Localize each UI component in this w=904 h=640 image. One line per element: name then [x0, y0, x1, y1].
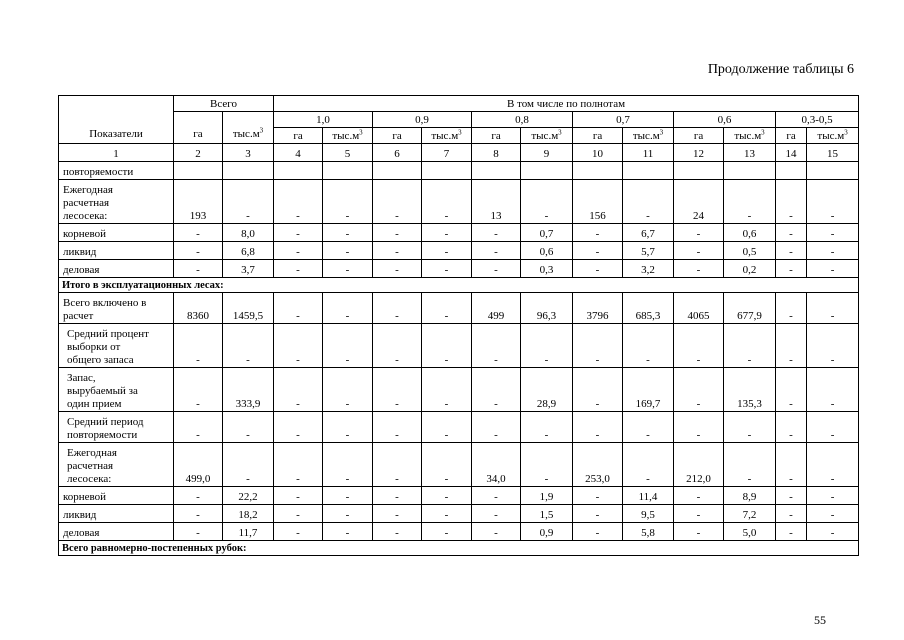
row-label: [59, 293, 174, 324]
table-cell: -: [422, 487, 472, 505]
table-cell: 7,2: [724, 505, 776, 523]
table-cell: [674, 162, 724, 180]
table-cell: 3,2: [623, 260, 674, 278]
column-number: 9: [521, 144, 573, 162]
table-caption: Продолжение таблицы 6: [707, 62, 854, 77]
row-label: [59, 260, 174, 278]
row-label-line: расчет: [63, 310, 94, 322]
row-label-line: лесосека:: [67, 473, 112, 485]
table-cell: 135,3: [724, 368, 776, 412]
header-unit-m3: $тыс.м^3$: [623, 128, 674, 144]
header-unit-m3: $тыс.м^3$: [422, 128, 472, 144]
table-cell: -: [174, 260, 223, 278]
table-cell: -: [724, 180, 776, 224]
table-cell: -: [323, 487, 373, 505]
row-label: [59, 523, 174, 541]
table-cell: 253,0: [573, 443, 623, 487]
table-cell: -: [174, 523, 223, 541]
data-table: [58, 95, 859, 556]
table-cell: -: [274, 324, 323, 368]
table-cell: -: [223, 180, 274, 224]
table-cell: 9,5: [623, 505, 674, 523]
row-label-line: Ежегодная: [67, 447, 117, 459]
table-cell: -: [573, 487, 623, 505]
table-row: [59, 224, 859, 242]
table-cell: -: [807, 487, 859, 505]
table-cell: -: [674, 505, 724, 523]
table-cell: -: [422, 523, 472, 541]
column-number: 15: [807, 144, 859, 162]
table-cell: -: [323, 412, 373, 443]
table-row: [59, 180, 859, 224]
table-cell: 5,7: [623, 242, 674, 260]
column-number: 10: [573, 144, 623, 162]
table-cell: -: [573, 523, 623, 541]
table-cell: -: [807, 368, 859, 412]
row-label-line: Всего включено в: [63, 297, 147, 309]
table-row: [59, 260, 859, 278]
header-total-m3: $тыс.м^3$: [223, 112, 274, 144]
table-cell: -: [724, 412, 776, 443]
table-cell: -: [674, 368, 724, 412]
table-cell: -: [521, 324, 573, 368]
table-cell: -: [674, 412, 724, 443]
row-label-line: расчетная: [67, 460, 114, 472]
header-unit-ha: га: [573, 128, 623, 144]
table-cell: 6,8: [223, 242, 274, 260]
table-cell: -: [674, 324, 724, 368]
table-row: [59, 293, 859, 324]
table-cell: 333,9: [223, 368, 274, 412]
table-cell: [174, 162, 223, 180]
table-cell: -: [807, 260, 859, 278]
table-cell: -: [776, 368, 807, 412]
table-row: [59, 368, 859, 412]
table-cell: -: [623, 443, 674, 487]
table-cell: 677,9: [724, 293, 776, 324]
table-cell: -: [274, 242, 323, 260]
table-row: [59, 162, 859, 180]
table-cell: -: [373, 505, 422, 523]
table-cell: -: [521, 180, 573, 224]
header-unit-ha: га: [776, 128, 807, 144]
table-cell: [422, 162, 472, 180]
table-cell: -: [776, 293, 807, 324]
table-cell: -: [174, 505, 223, 523]
column-number: 1: [59, 144, 174, 162]
table-cell: [724, 162, 776, 180]
table-cell: 5,8: [623, 523, 674, 541]
header-density-4: 0,7: [573, 112, 674, 128]
table-cell: -: [807, 242, 859, 260]
table-cell: -: [274, 487, 323, 505]
table-cell: [521, 162, 573, 180]
table-cell: -: [472, 412, 521, 443]
section-title: Итого в эксплуатационных лесах:: [59, 278, 859, 293]
table-cell: 3,7: [223, 260, 274, 278]
table-cell: 1459,5: [223, 293, 274, 324]
table-row: [59, 443, 859, 487]
table-cell: -: [223, 412, 274, 443]
header-unit-ha: га: [274, 128, 323, 144]
header-unit-ha: га: [373, 128, 422, 144]
header-density-2: 0,9: [373, 112, 472, 128]
row-label-line: выборки от: [67, 341, 121, 353]
row-label-line: повторяемости: [67, 429, 138, 441]
table-cell: -: [472, 260, 521, 278]
table-cell: -: [573, 505, 623, 523]
table-cell: 499,0: [174, 443, 223, 487]
row-label-line: вырубаемый за: [67, 385, 138, 397]
row-label: [59, 242, 174, 260]
table-cell: [573, 162, 623, 180]
table-cell: 8360: [174, 293, 223, 324]
header-row-2: [59, 112, 859, 128]
table-cell: -: [573, 324, 623, 368]
header-unit-m3: $тыс.м^3$: [724, 128, 776, 144]
table-cell: 34,0: [472, 443, 521, 487]
row-label-line: Средний период: [67, 416, 144, 428]
table-cell: 685,3: [623, 293, 674, 324]
table-cell: 156: [573, 180, 623, 224]
header-density-1: 1,0: [274, 112, 373, 128]
table-cell: -: [223, 443, 274, 487]
table-cell: -: [323, 443, 373, 487]
table-cell: -: [573, 260, 623, 278]
header-unit-m3: $тыс.м^3$: [521, 128, 573, 144]
header-total-ha: га: [174, 112, 223, 144]
table-cell: -: [422, 224, 472, 242]
table-cell: -: [274, 443, 323, 487]
column-number: 7: [422, 144, 472, 162]
table-cell: -: [274, 412, 323, 443]
table-cell: -: [724, 324, 776, 368]
column-number: 2: [174, 144, 223, 162]
table-cell: -: [776, 412, 807, 443]
table-cell: -: [573, 412, 623, 443]
row-label: [59, 487, 174, 505]
table-cell: 11,7: [223, 523, 274, 541]
table-cell: 0,6: [521, 242, 573, 260]
column-number: 11: [623, 144, 674, 162]
table-cell: -: [776, 324, 807, 368]
table-cell: -: [776, 505, 807, 523]
table-cell: -: [807, 505, 859, 523]
row-label: [59, 368, 174, 412]
table-cell: -: [422, 505, 472, 523]
table-cell: 18,2: [223, 505, 274, 523]
section-title: Всего равномерно-постепенных рубок:: [59, 541, 859, 556]
table-cell: 193: [174, 180, 223, 224]
row-label: [59, 412, 174, 443]
column-number: 14: [776, 144, 807, 162]
table-cell: 24: [674, 180, 724, 224]
table-cell: [776, 162, 807, 180]
table-cell: 5,0: [724, 523, 776, 541]
table-cell: -: [521, 412, 573, 443]
row-label-line: корневой: [63, 228, 107, 240]
column-number: 6: [373, 144, 422, 162]
table-cell: -: [323, 242, 373, 260]
table-cell: -: [623, 324, 674, 368]
header-density-5: 0,6: [674, 112, 776, 128]
header-unit-m3: $тыс.м^3$: [323, 128, 373, 144]
header-density-3: 0,8: [472, 112, 573, 128]
column-numbers-row: [59, 144, 859, 162]
header-density-6: 0,3-0,5: [776, 112, 859, 128]
table-cell: -: [274, 368, 323, 412]
table-cell: 212,0: [674, 443, 724, 487]
table-cell: -: [623, 412, 674, 443]
table-cell: 499: [472, 293, 521, 324]
table-cell: -: [776, 180, 807, 224]
table-cell: -: [323, 505, 373, 523]
table-cell: -: [776, 487, 807, 505]
table-row: [59, 523, 859, 541]
table-cell: -: [807, 443, 859, 487]
table-cell: -: [373, 443, 422, 487]
table-cell: -: [422, 368, 472, 412]
row-label: [59, 324, 174, 368]
table-cell: 96,3: [521, 293, 573, 324]
table-cell: -: [373, 487, 422, 505]
table-cell: -: [573, 242, 623, 260]
row-label-line: повторяемости: [63, 166, 134, 178]
table-cell: -: [373, 180, 422, 224]
table-cell: -: [274, 260, 323, 278]
table-cell: -: [323, 180, 373, 224]
row-label-line: деловая: [63, 264, 100, 276]
row-label-line: корневой: [63, 491, 107, 503]
table-cell: -: [724, 443, 776, 487]
table-cell: 22,2: [223, 487, 274, 505]
column-number: 13: [724, 144, 776, 162]
table-cell: -: [323, 224, 373, 242]
table-cell: -: [174, 324, 223, 368]
row-label-line: расчетная: [63, 197, 110, 209]
table-cell: -: [174, 224, 223, 242]
table-cell: -: [373, 224, 422, 242]
table-cell: 6,7: [623, 224, 674, 242]
row-label-line: общего запаса: [67, 354, 134, 366]
section-row: [59, 541, 859, 556]
table-cell: -: [274, 180, 323, 224]
table-cell: 3796: [573, 293, 623, 324]
table-cell: -: [323, 260, 373, 278]
column-number: 4: [274, 144, 323, 162]
table-cell: [323, 162, 373, 180]
table-cell: 13: [472, 180, 521, 224]
row-label-line: один прием: [67, 398, 122, 410]
table-cell: -: [422, 412, 472, 443]
table-cell: -: [807, 224, 859, 242]
row-label: [59, 224, 174, 242]
table-cell: 169,7: [623, 368, 674, 412]
table-row: [59, 505, 859, 523]
table-cell: -: [174, 242, 223, 260]
table-cell: 0,5: [724, 242, 776, 260]
table-cell: 1,5: [521, 505, 573, 523]
table-cell: -: [274, 224, 323, 242]
table-cell: -: [422, 293, 472, 324]
table-cell: -: [373, 324, 422, 368]
table-cell: 0,3: [521, 260, 573, 278]
table-cell: -: [674, 242, 724, 260]
table-cell: -: [373, 368, 422, 412]
page-number: 55: [814, 613, 826, 627]
table-cell: -: [807, 523, 859, 541]
table-cell: -: [776, 523, 807, 541]
table-cell: -: [573, 368, 623, 412]
table-cell: -: [373, 242, 422, 260]
table-cell: -: [674, 224, 724, 242]
table-cell: -: [422, 242, 472, 260]
header-total: Всего: [174, 96, 274, 112]
table-cell: -: [807, 412, 859, 443]
table-cell: -: [776, 443, 807, 487]
table-cell: -: [776, 260, 807, 278]
table-cell: -: [323, 368, 373, 412]
table-cell: -: [323, 293, 373, 324]
table-cell: 28,9: [521, 368, 573, 412]
row-label-line: Средний процент: [67, 328, 149, 340]
row-label-line: деловая: [63, 527, 100, 539]
table-cell: -: [274, 293, 323, 324]
table-cell: -: [422, 180, 472, 224]
table-cell: -: [674, 260, 724, 278]
row-label-line: Ежегодная: [63, 184, 113, 196]
row-label-line: ликвид: [63, 509, 97, 521]
table-cell: 0,6: [724, 224, 776, 242]
table-cell: -: [422, 324, 472, 368]
row-label-line: лесосека:: [63, 210, 108, 222]
table-cell: -: [472, 523, 521, 541]
table-cell: -: [807, 180, 859, 224]
header-indicators: Показатели: [59, 96, 174, 144]
table-cell: [223, 162, 274, 180]
row-label-line: Запас,: [67, 372, 96, 384]
table-cell: 0,9: [521, 523, 573, 541]
column-number: 5: [323, 144, 373, 162]
table-cell: 4065: [674, 293, 724, 324]
table-cell: [623, 162, 674, 180]
table-row: [59, 487, 859, 505]
table-cell: [274, 162, 323, 180]
table-cell: 1,9: [521, 487, 573, 505]
column-number: 8: [472, 144, 521, 162]
table-cell: -: [472, 487, 521, 505]
header-by-density: В том числе по полнотам: [274, 96, 859, 112]
row-label: [59, 443, 174, 487]
table-cell: -: [472, 324, 521, 368]
column-number: 3: [223, 144, 274, 162]
header-unit-m3: $тыс.м^3$: [807, 128, 859, 144]
table-cell: -: [274, 523, 323, 541]
table-row: [59, 412, 859, 443]
row-label: [59, 180, 174, 224]
table-cell: [472, 162, 521, 180]
table-cell: -: [373, 523, 422, 541]
table-cell: -: [623, 180, 674, 224]
row-label-line: ликвид: [63, 246, 97, 258]
table-cell: -: [174, 368, 223, 412]
table-cell: -: [472, 505, 521, 523]
table-cell: 11,4: [623, 487, 674, 505]
table-cell: [373, 162, 422, 180]
table-cell: -: [223, 324, 274, 368]
section-row: [59, 278, 859, 293]
table-cell: [807, 162, 859, 180]
header-row-1: [59, 96, 859, 112]
table-cell: -: [807, 324, 859, 368]
table-row: [59, 324, 859, 368]
table-cell: 8,9: [724, 487, 776, 505]
table-cell: -: [472, 242, 521, 260]
table-cell: -: [422, 443, 472, 487]
table-cell: -: [776, 224, 807, 242]
table-cell: 8,0: [223, 224, 274, 242]
table-row: [59, 242, 859, 260]
row-label: [59, 505, 174, 523]
table-cell: -: [373, 260, 422, 278]
table-cell: -: [174, 487, 223, 505]
row-label: [59, 162, 174, 180]
table-cell: -: [174, 412, 223, 443]
table-cell: 0,2: [724, 260, 776, 278]
table-cell: -: [274, 505, 323, 523]
header-unit-ha: га: [674, 128, 724, 144]
table-cell: -: [674, 523, 724, 541]
table-cell: -: [323, 324, 373, 368]
table-cell: -: [323, 523, 373, 541]
table-cell: -: [422, 260, 472, 278]
table-cell: -: [472, 368, 521, 412]
column-number: 12: [674, 144, 724, 162]
table-cell: -: [807, 293, 859, 324]
table-cell: -: [521, 443, 573, 487]
table-cell: -: [674, 487, 724, 505]
table-cell: -: [472, 224, 521, 242]
header-unit-ha: га: [472, 128, 521, 144]
table-cell: -: [373, 412, 422, 443]
table-cell: 0,7: [521, 224, 573, 242]
table-cell: -: [573, 224, 623, 242]
table-cell: -: [776, 242, 807, 260]
table-cell: -: [373, 293, 422, 324]
